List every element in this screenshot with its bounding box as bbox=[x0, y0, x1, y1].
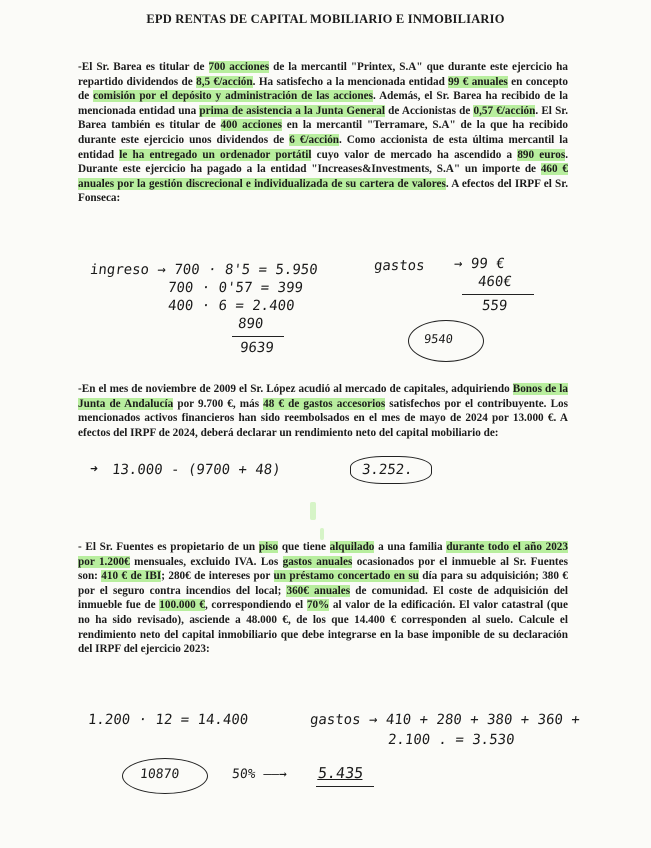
handwritten-gastos-line-1: → 99 € bbox=[453, 256, 506, 272]
handwritten-ingreso-line-2: 700 · 0'57 = 399 bbox=[167, 280, 304, 296]
handwritten-gastos-line-2: 460€ bbox=[477, 274, 513, 290]
handwritten-rental-income: 1.200 · 12 = 14.400 bbox=[87, 712, 249, 728]
handwritten-calculation: 13.000 - (9700 + 48) bbox=[111, 462, 282, 478]
handwritten-final-double-rule bbox=[316, 786, 374, 787]
handwritten-gastos-total: 559 bbox=[481, 298, 509, 314]
handwritten-gastos-sum-rule bbox=[462, 294, 534, 295]
handwritten-expenses-line-1: gastos → 410 + 280 + 380 + 360 + bbox=[309, 712, 581, 728]
handwritten-result-2: 3.252. bbox=[361, 462, 414, 478]
document-title: EPD RENTAS DE CAPITAL MOBILIARIO E INMOBILIARIO bbox=[146, 12, 505, 26]
handwritten-net-income: 10870 bbox=[139, 767, 180, 782]
exercise-2-statement: -En el mes de noviembre de 2009 el Sr. López acudió al mercado de capitales, adquiriendo Bonos de la Junta de Andalucía por 9.700 €, más 48 € de gastos accesorios satisfechos por el contribuyente. Los mencionados activos financieros han sido reembolsados en el mes de mayo de 2024 por 13.000 €. A efectos del IRPF de 2024, deberá declarar un rendimiento neto del capital mobiliario de: bbox=[78, 383, 568, 439]
handwritten-reduction: 50% ——→ bbox=[231, 767, 288, 782]
handwritten-ingreso-line-4: 890 bbox=[237, 316, 265, 332]
highlighter-mark bbox=[320, 528, 324, 540]
handwritten-ingreso-line-1: ingreso → 700 · 8'5 = 5.950 bbox=[89, 262, 319, 278]
handwritten-ingreso-line-3: 400 · 6 = 2.400 bbox=[167, 298, 296, 314]
handwritten-gastos-label: gastos bbox=[373, 258, 426, 274]
exercise-1-statement: -El Sr. Barea es titular de 700 acciones de la mercantil "Printex, S.A" que durante este ejercicio ha repartido dividendos de 8,5 €/acción. Ha satisfecho a la mencionada entidad 99 € anuales en concepto de comisión por el depósito y administración de las acciones. Además, el Sr. Barea ha recibido de la mencionada entidad una prima de asistencia a la Junta General de Accionistas de 0,57 €/acción. El Sr. Barea también es titular de 400 acciones en la mercantil "Terramare, S.A" de la que ha recibido durante este ejercicio unos dividendos de 6 €/acción. Como accionista de esta última mercantil la entidad le ha entregado un ordenador portátil cuyo valor de mercado ha ascendido a 890 euros. Durante este ejercicio ha pagado a la entidad "Increases&Investments, S.A" un importe de 460 € anuales por la gestión discrecional e individualizada de su cartera de valores. A efectos del IRPF el Sr. Fonseca: bbox=[78, 61, 569, 205]
exercise-3-statement: - El Sr. Fuentes es propietario de un piso que tiene alquilado a una familia durante todo el año 2023 por 1.200€ mensuales, excluido IVA. Los gastos anuales ocasionados por el inmueble al Sr. Fuentes son: 410 € de IBI; 280€ de intereses por un préstamo concertado en su día para su adquisición; 380 € por el seguro contra incendios del local; 360€ anuales de comunidad. El coste de adquisición del inmueble fue de 100.000 €, correspondiendo el 70% al valor de la edificación. El valor catastral (que no ha sido revisado), asciende a 48.000 €, de los que 14.400 € corresponden al suelo. Calcule el rendimiento neto del capital inmobiliario que debe integrarse en la base imponible de su declaración del IRPF del ejercicio 2023: bbox=[78, 541, 568, 656]
highlighter-mark bbox=[310, 502, 316, 520]
handwritten-ingreso-sum-rule bbox=[232, 336, 284, 337]
arrow-icon: ➜ bbox=[89, 462, 99, 477]
handwritten-ingreso-total: 9639 bbox=[239, 340, 275, 356]
handwritten-expenses-line-2: 2.100 . = 3.530 bbox=[387, 732, 516, 748]
handwritten-final-result: 5.435 bbox=[317, 764, 365, 782]
handwritten-result: 9540 bbox=[423, 332, 454, 346]
